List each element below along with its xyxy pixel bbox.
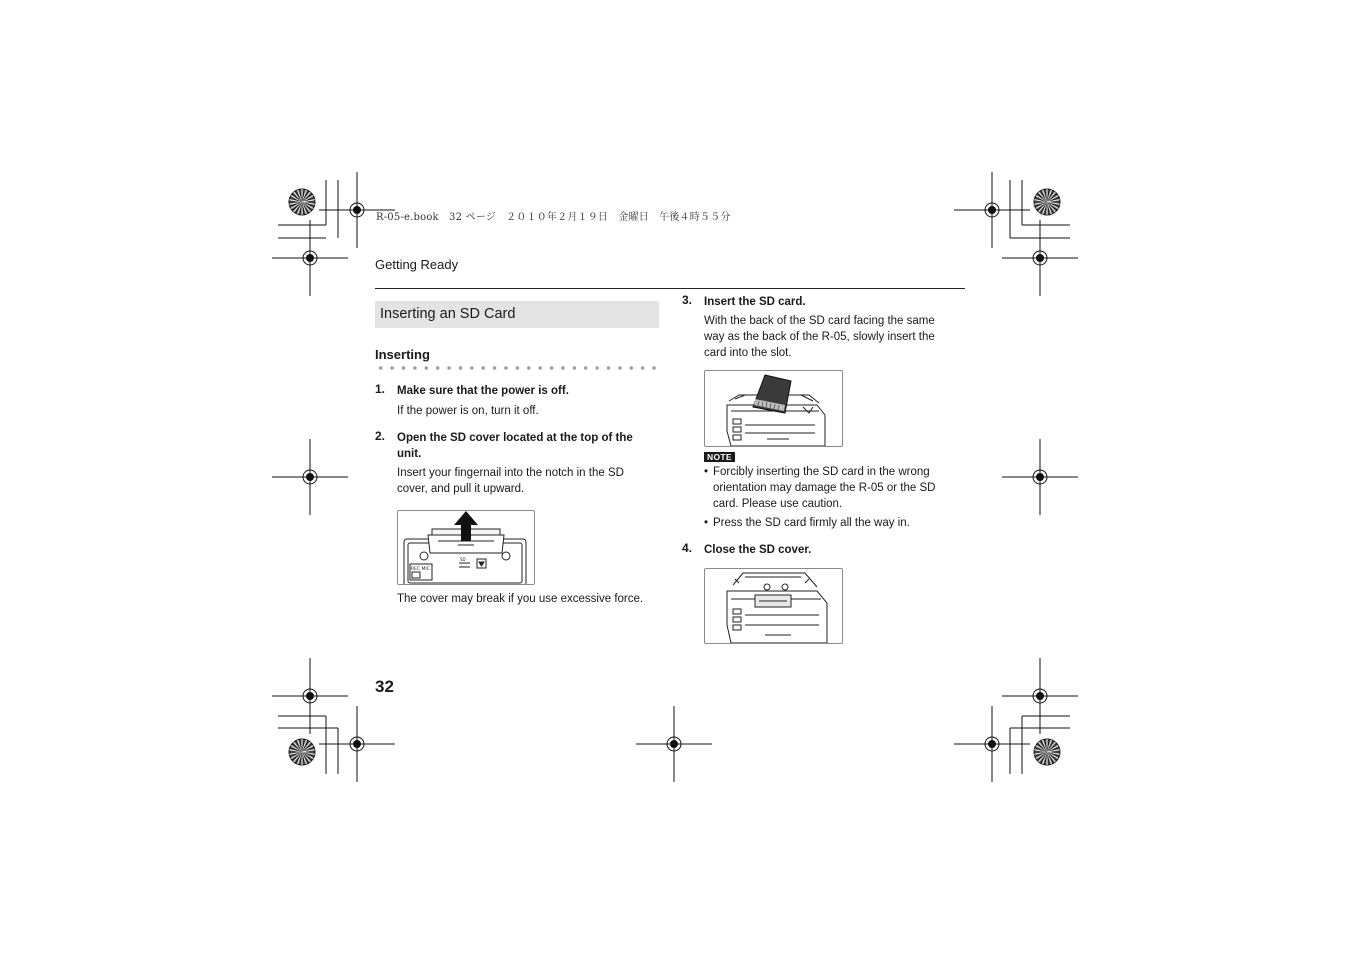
device-cover-illustration xyxy=(398,511,534,584)
header-rule xyxy=(375,288,965,289)
card-mark: SD xyxy=(460,557,466,562)
figure-insert-sd-card xyxy=(704,370,843,447)
registration-mark-icon xyxy=(1002,658,1078,734)
step-2-body-line1: Insert your fingernail into the notch in the SD xyxy=(397,467,624,479)
closed-cover-illustration xyxy=(705,569,842,643)
step-4-number: 4. xyxy=(682,541,693,555)
registration-mark-icon xyxy=(1002,439,1078,515)
registration-mark-icon xyxy=(319,706,395,782)
running-head: Getting Ready xyxy=(375,257,459,272)
step-2-number: 2. xyxy=(375,429,386,443)
step-2-caption: The cover may break if you use excessive force. xyxy=(397,593,644,605)
registration-mark-icon xyxy=(272,439,348,515)
dotted-divider xyxy=(375,366,659,370)
registration-mark-icon xyxy=(636,706,712,782)
sd-card-icon xyxy=(753,375,791,413)
step-3-body-line1: With the back of the SD card facing the same xyxy=(704,315,935,327)
registration-mark-icon xyxy=(1002,220,1078,296)
sd-card-insert-illustration xyxy=(705,371,842,446)
page-number: 32 xyxy=(375,677,394,696)
bullet-icon: • xyxy=(704,517,709,529)
step-1-number: 1. xyxy=(375,382,386,396)
step-2-body-line2: cover, and pull it upward. xyxy=(397,483,525,495)
bullet-icon: • xyxy=(704,466,709,478)
step-2-title-line1: Open the SD cover located at the top of the xyxy=(397,432,633,444)
step-1-body: If the power is on, turn it off. xyxy=(397,405,539,417)
registration-mark-icon xyxy=(954,172,1030,248)
star-target-icon xyxy=(289,739,315,765)
registration-mark-icon xyxy=(272,220,348,296)
star-target-icon xyxy=(1034,189,1060,215)
step-1-title: Make sure that the power is off. xyxy=(397,385,569,397)
section-title: Inserting an SD Card xyxy=(375,301,659,328)
star-target-icon xyxy=(1034,739,1060,765)
step-3-title: Insert the SD card. xyxy=(704,296,806,308)
step-3-body-line3: card into the slot. xyxy=(704,347,792,359)
subheading: Inserting xyxy=(375,347,430,362)
note-bullet-1-line3: card. Please use caution. xyxy=(713,498,843,510)
switch-label: REC MIC xyxy=(411,567,430,572)
figure-open-sd-cover xyxy=(397,510,535,585)
star-target-icon xyxy=(289,189,315,215)
note-bullet-1-line1: • Forcibly inserting the SD card in the wrong xyxy=(704,466,930,478)
note-bullet-2: • Press the SD card firmly all the way in. xyxy=(704,517,910,529)
print-job-header: R-05-e.book 32 ページ ２０１０年２月１９日 金曜日 午後４時５５分 xyxy=(376,212,731,223)
figure-close-sd-cover xyxy=(704,568,843,644)
note-bullet-1-line2: orientation may damage the R-05 or the SD xyxy=(713,482,936,494)
step-3-body-line2: way as the back of the R-05, slowly insert the xyxy=(704,331,935,343)
step-4-title: Close the SD cover. xyxy=(704,544,812,556)
step-3-number: 3. xyxy=(682,293,693,307)
step-2-title-line2: unit. xyxy=(397,448,422,460)
note-badge: NOTE xyxy=(704,452,735,462)
registration-mark-icon xyxy=(954,706,1030,782)
registration-mark-icon xyxy=(272,658,348,734)
